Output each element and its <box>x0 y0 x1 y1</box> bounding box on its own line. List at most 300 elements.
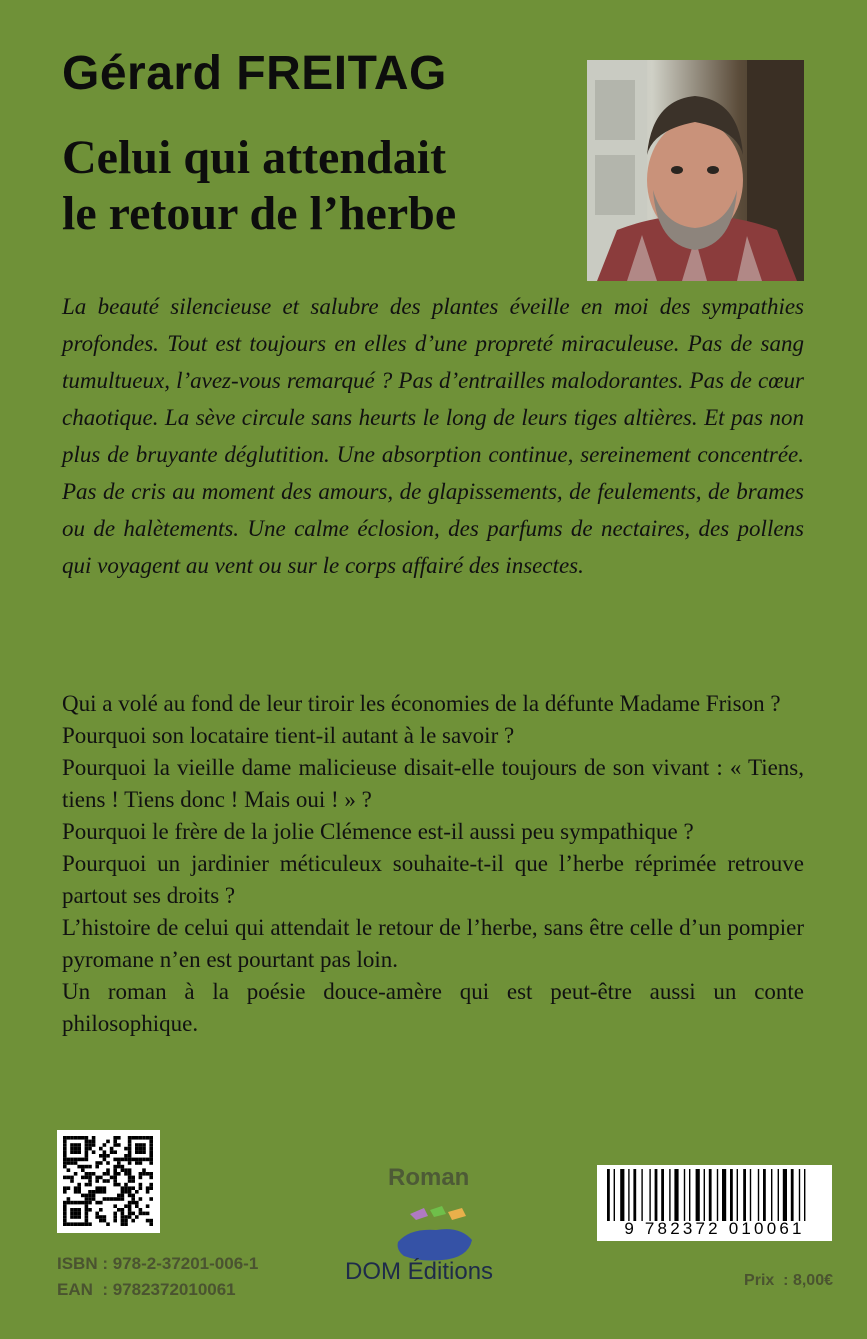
barcode-bar <box>633 1169 636 1221</box>
qr-module <box>103 1158 107 1162</box>
qr-module <box>131 1197 135 1201</box>
barcode-bar <box>791 1169 794 1221</box>
qr-module <box>85 1201 89 1205</box>
qr-module <box>142 1172 146 1176</box>
barcode-bar <box>763 1169 766 1221</box>
qr-module <box>88 1208 92 1212</box>
qr-module <box>135 1143 139 1147</box>
isbn-number: ISBN : 978-2-37201-006-1 <box>57 1254 259 1273</box>
qr-module <box>124 1190 128 1194</box>
qr-module <box>146 1219 150 1223</box>
qr-module <box>67 1222 71 1226</box>
ean-number: EAN : 9782372010061 <box>57 1280 236 1299</box>
qr-module <box>92 1197 96 1201</box>
blurb-paragraph: Pourquoi son locataire tient-il autant à le savoir ? <box>62 723 515 748</box>
qr-module <box>135 1201 139 1205</box>
qr-module <box>142 1136 146 1140</box>
qr-module <box>146 1172 150 1176</box>
qr-module <box>139 1158 143 1162</box>
qr-module <box>139 1147 143 1151</box>
excerpt-quote: La beauté silencieuse et salubre des plantes éveille en moi des sympathies profondes. Tout est toujours en elles d’une propreté miraculeuse. Pas de sang tumultueux, l’avez-vous remarqué ? Pas d’entrailles malodorantes. Pas de cœur chaotique. La sève circule sans heurts le long de leurs tiges altières. Et pas non plus de bruyante déglutition. Une absorption continue, sereinement concentrée. Pas de cris au moment des amours, de glapissements, de feulements, de brames ou de halètements. Une calme éclosion, des parfums de nectaires, des pollens qui voyagent au vent ou sur le corps affairé des insectes. <box>62 294 804 578</box>
qr-module <box>128 1201 132 1205</box>
qr-module <box>113 1219 117 1223</box>
barcode-bar <box>758 1169 759 1221</box>
qr-module <box>149 1176 153 1180</box>
qr-module <box>92 1190 96 1194</box>
qr-module <box>149 1219 153 1223</box>
qr-module <box>63 1222 67 1226</box>
qr-module <box>63 1212 67 1216</box>
qr-module <box>128 1204 132 1208</box>
barcode-bar <box>743 1169 746 1221</box>
qr-module <box>63 1201 67 1205</box>
qr-module <box>67 1168 71 1172</box>
barcode-bar <box>614 1169 615 1221</box>
qr-module <box>139 1186 143 1190</box>
qr-module <box>103 1197 107 1201</box>
qr-module <box>146 1158 150 1162</box>
qr-module <box>139 1143 143 1147</box>
qr-module <box>67 1201 71 1205</box>
qr-module <box>88 1201 92 1205</box>
barcode-bar <box>620 1169 624 1221</box>
barcode-bar <box>689 1169 690 1221</box>
qr-module <box>88 1179 92 1183</box>
qr-module <box>92 1140 96 1144</box>
qr-module <box>135 1136 139 1140</box>
qr-module <box>103 1179 107 1183</box>
qr-module <box>139 1208 143 1212</box>
barcode-bar <box>778 1169 779 1221</box>
qr-module <box>124 1215 128 1219</box>
qr-module <box>63 1215 67 1219</box>
qr-module <box>70 1222 74 1226</box>
qr-module <box>135 1147 139 1151</box>
qr-module <box>88 1176 92 1180</box>
qr-module <box>142 1150 146 1154</box>
author-photo <box>587 60 804 281</box>
qr-module <box>124 1147 128 1151</box>
qr-module <box>117 1194 121 1198</box>
qr-module <box>131 1212 135 1216</box>
qr-module <box>85 1150 89 1154</box>
qr-module <box>77 1150 81 1154</box>
qr-module <box>117 1183 121 1187</box>
qr-module <box>63 1136 67 1140</box>
qr-module <box>128 1143 132 1147</box>
qr-module <box>149 1136 153 1140</box>
qr-module <box>113 1183 117 1187</box>
qr-module <box>85 1208 89 1212</box>
qr-module <box>77 1212 81 1216</box>
qr-module <box>85 1215 89 1219</box>
qr-module <box>128 1176 132 1180</box>
qr-module <box>146 1190 150 1194</box>
qr-module <box>77 1186 81 1190</box>
blurb-paragraph: Qui a volé au fond de leur tiroir les économies de la défunte Madame Frison ? <box>62 691 781 716</box>
qr-module <box>131 1158 135 1162</box>
qr-module <box>149 1140 153 1144</box>
qr-module <box>74 1147 78 1151</box>
barcode-bar <box>696 1169 700 1221</box>
qr-module <box>88 1194 92 1198</box>
qr-module <box>128 1147 132 1151</box>
qr-module <box>67 1136 71 1140</box>
qr-module <box>128 1208 132 1212</box>
qr-module <box>128 1154 132 1158</box>
qr-module <box>70 1179 74 1183</box>
price-label: Prix : 8,00€ <box>744 1272 833 1289</box>
qr-module <box>70 1143 74 1147</box>
qr-module <box>74 1172 78 1176</box>
qr-module <box>128 1179 132 1183</box>
qr-module <box>67 1176 71 1180</box>
qr-module <box>113 1179 117 1183</box>
qr-module <box>70 1208 74 1212</box>
book-title <box>62 130 562 242</box>
qr-module <box>74 1158 78 1162</box>
qr-module <box>139 1183 143 1187</box>
qr-module <box>106 1222 110 1226</box>
qr-module <box>149 1150 153 1154</box>
qr-module <box>110 1197 114 1201</box>
qr-module <box>117 1208 121 1212</box>
qr-module <box>149 1158 153 1162</box>
qr-module <box>103 1172 107 1176</box>
qr-module <box>63 1140 67 1144</box>
qr-module <box>131 1179 135 1183</box>
qr-module <box>74 1215 78 1219</box>
qr-module <box>113 1215 117 1219</box>
back-cover-blurb <box>62 688 804 1040</box>
qr-module <box>121 1165 125 1169</box>
qr-module <box>77 1215 81 1219</box>
qr-module <box>63 1143 67 1147</box>
book-title-line-2: le retour de l’herbe <box>62 187 457 240</box>
qr-module <box>70 1212 74 1216</box>
qr-module <box>88 1147 92 1151</box>
qr-module <box>77 1190 81 1194</box>
qr-module <box>70 1161 74 1165</box>
qr-module <box>106 1140 110 1144</box>
qr-module <box>106 1197 110 1201</box>
qr-module <box>135 1161 139 1165</box>
qr-module <box>88 1140 92 1144</box>
publisher-logo-icon <box>390 1202 480 1264</box>
qr-module <box>95 1176 99 1180</box>
qr-module <box>63 1154 67 1158</box>
qr-module <box>146 1186 150 1190</box>
qr-module <box>117 1143 121 1147</box>
qr-module <box>128 1136 132 1140</box>
qr-module <box>70 1215 74 1219</box>
qr-module <box>74 1186 78 1190</box>
qr-module <box>88 1183 92 1187</box>
qr-module <box>149 1172 153 1176</box>
qr-module <box>128 1140 132 1144</box>
qr-module <box>131 1136 135 1140</box>
qr-module <box>85 1143 89 1147</box>
qr-module <box>63 1176 67 1180</box>
qr-module <box>63 1161 67 1165</box>
barcode-bar <box>684 1169 685 1221</box>
qr-module <box>63 1208 67 1212</box>
qr-module <box>85 1176 89 1180</box>
qr-module <box>124 1168 128 1172</box>
qr-module <box>77 1165 81 1169</box>
qr-module <box>128 1212 132 1216</box>
barcode-bar <box>750 1169 751 1221</box>
qr-module <box>128 1172 132 1176</box>
qr-module <box>146 1204 150 1208</box>
qr-module <box>124 1186 128 1190</box>
qr-module <box>117 1158 121 1162</box>
qr-module <box>77 1208 81 1212</box>
qr-module <box>113 1168 117 1172</box>
blurb-paragraph: L’histoire de celui qui attendait le retour de l’herbe, sans être celle d’un pompier pyromane n’en est pourtant pas loin. <box>62 915 804 972</box>
barcode-bar <box>771 1169 772 1221</box>
qr-module <box>92 1143 96 1147</box>
qr-module <box>63 1219 67 1223</box>
barcode-bar <box>674 1169 678 1221</box>
qr-module <box>113 1176 117 1180</box>
qr-module <box>81 1165 85 1169</box>
qr-module <box>67 1161 71 1165</box>
qr-module <box>99 1208 103 1212</box>
qr-module <box>131 1219 135 1223</box>
qr-module <box>88 1222 92 1226</box>
barcode-bar <box>709 1169 712 1221</box>
qr-module <box>63 1158 67 1162</box>
qr-module <box>74 1161 78 1165</box>
qr-module <box>88 1172 92 1176</box>
qr-module <box>70 1150 74 1154</box>
qr-module <box>128 1190 132 1194</box>
qr-module <box>117 1197 121 1201</box>
qr-module <box>74 1212 78 1216</box>
qr-module <box>106 1172 110 1176</box>
qr-module <box>113 1204 117 1208</box>
qr-module <box>124 1158 128 1162</box>
qr-module <box>106 1179 110 1183</box>
qr-module <box>110 1176 114 1180</box>
qr-module <box>121 1208 125 1212</box>
qr-module <box>139 1197 143 1201</box>
qr-module <box>95 1212 99 1216</box>
qr-module <box>99 1186 103 1190</box>
qr-module <box>95 1215 99 1219</box>
qr-module <box>124 1222 128 1226</box>
qr-module <box>85 1183 89 1187</box>
qr-module <box>92 1172 96 1176</box>
barcode-bar <box>717 1169 718 1221</box>
qr-module <box>67 1186 71 1190</box>
qr-module <box>142 1158 146 1162</box>
qr-module <box>121 1222 125 1226</box>
qr-module <box>88 1143 92 1147</box>
qr-module <box>88 1165 92 1169</box>
qr-module <box>99 1190 103 1194</box>
qr-module <box>74 1150 78 1154</box>
qr-module <box>77 1201 81 1205</box>
qr-module <box>113 1136 117 1140</box>
qr-module <box>81 1168 85 1172</box>
qr-module <box>95 1179 99 1183</box>
qr-module <box>135 1158 139 1162</box>
barcode-bar <box>661 1169 664 1221</box>
qr-module <box>113 1140 117 1144</box>
qr-module <box>92 1150 96 1154</box>
qr-module <box>67 1197 71 1201</box>
qr-module <box>110 1150 114 1154</box>
qr-module <box>135 1150 139 1154</box>
qr-module <box>103 1190 107 1194</box>
qr-module <box>77 1183 81 1187</box>
qr-module <box>99 1176 103 1180</box>
qr-module <box>117 1161 121 1165</box>
qr-module <box>85 1219 89 1223</box>
qr-module <box>149 1183 153 1187</box>
qr-code <box>57 1130 160 1233</box>
barcode-bar <box>722 1169 726 1221</box>
qr-module <box>85 1204 89 1208</box>
blurb-paragraph: Pourquoi le frère de la jolie Clémence est-il aussi peu sympathique ? <box>62 819 694 844</box>
qr-module <box>149 1154 153 1158</box>
qr-module <box>81 1158 85 1162</box>
barcode-bar <box>783 1169 787 1221</box>
barcode-bar <box>704 1169 705 1221</box>
qr-module <box>95 1201 99 1205</box>
barcode-bar <box>804 1169 805 1221</box>
barcode-bar <box>737 1169 738 1221</box>
qr-module <box>85 1222 89 1226</box>
qr-module <box>124 1154 128 1158</box>
qr-module <box>113 1150 117 1154</box>
barcode-bar <box>730 1169 733 1221</box>
qr-module <box>70 1176 74 1180</box>
barcode-bar <box>628 1169 629 1221</box>
blurb-paragraph: Pourquoi la vieille dame malicieuse disait-elle toujours de son vivant : « Tiens, tiens ! Tiens donc ! Mais oui ! » ? <box>62 755 804 812</box>
book-title-line-1: Celui qui attendait <box>62 131 447 184</box>
qr-module <box>103 1186 107 1190</box>
qr-module <box>139 1150 143 1154</box>
qr-module <box>85 1136 89 1140</box>
qr-module <box>70 1147 74 1151</box>
qr-module <box>99 1219 103 1223</box>
qr-module <box>128 1168 132 1172</box>
qr-module <box>117 1172 121 1176</box>
genre-label: Roman <box>388 1164 470 1191</box>
qr-module <box>113 1158 117 1162</box>
qr-module <box>74 1222 78 1226</box>
qr-module <box>124 1219 128 1223</box>
isbn-block <box>57 1251 258 1303</box>
qr-module <box>74 1143 78 1147</box>
qr-module <box>139 1172 143 1176</box>
barcode-bar <box>649 1169 650 1221</box>
author-portrait-illustration <box>587 60 804 281</box>
qr-module <box>121 1215 125 1219</box>
qr-module <box>142 1147 146 1151</box>
qr-module <box>70 1158 74 1162</box>
blurb-paragraph: Pourquoi un jardinier méticuleux souhaite-t-il que l’herbe réprimée retrouve partout ses droits ? <box>62 851 804 908</box>
qr-module <box>131 1201 135 1205</box>
qr-module <box>81 1222 85 1226</box>
qr-module <box>135 1190 139 1194</box>
qr-module <box>149 1186 153 1190</box>
qr-module <box>113 1212 117 1216</box>
qr-module <box>149 1161 153 1165</box>
qr-module <box>99 1201 103 1205</box>
qr-module <box>85 1197 89 1201</box>
barcode-bar <box>641 1169 642 1221</box>
qr-module <box>139 1212 143 1216</box>
qr-module <box>121 1190 125 1194</box>
qr-module <box>99 1215 103 1219</box>
qr-module <box>124 1172 128 1176</box>
qr-module <box>128 1194 132 1198</box>
qr-module <box>95 1165 99 1169</box>
qr-module <box>92 1194 96 1198</box>
qr-module <box>74 1201 78 1205</box>
qr-module <box>113 1143 117 1147</box>
qr-module <box>124 1204 128 1208</box>
qr-module <box>149 1143 153 1147</box>
barcode-bar <box>607 1169 610 1221</box>
qr-module <box>113 1172 117 1176</box>
qr-module <box>77 1136 81 1140</box>
qr-module <box>135 1204 139 1208</box>
qr-module <box>121 1186 125 1190</box>
qr-module <box>77 1147 81 1151</box>
qr-module <box>85 1147 89 1151</box>
qr-module <box>146 1136 150 1140</box>
qr-module <box>77 1158 81 1162</box>
qr-module <box>139 1176 143 1180</box>
qr-module <box>142 1143 146 1147</box>
qr-module <box>103 1143 107 1147</box>
qr-module <box>149 1197 153 1201</box>
qr-module <box>103 1219 107 1223</box>
qr-module <box>103 1154 107 1158</box>
qr-module <box>85 1165 89 1169</box>
qr-module <box>124 1183 128 1187</box>
qr-module <box>95 1190 99 1194</box>
qr-module <box>63 1190 67 1194</box>
qr-module <box>70 1201 74 1205</box>
qr-module <box>121 1219 125 1223</box>
qr-module <box>117 1136 121 1140</box>
qr-module <box>103 1215 107 1219</box>
qr-module <box>121 1168 125 1172</box>
qr-module <box>63 1186 67 1190</box>
qr-module <box>88 1197 92 1201</box>
qr-module <box>103 1150 107 1154</box>
qr-module <box>128 1161 132 1165</box>
qr-module <box>149 1222 153 1226</box>
qr-module <box>131 1186 135 1190</box>
qr-module <box>67 1158 71 1162</box>
qr-module <box>142 1168 146 1172</box>
qr-module <box>88 1190 92 1194</box>
publisher-logo <box>390 1202 480 1264</box>
qr-module <box>63 1204 67 1208</box>
qr-module <box>149 1147 153 1151</box>
qr-module <box>81 1194 85 1198</box>
qr-module <box>70 1136 74 1140</box>
publisher-name: DOM Éditions <box>345 1258 494 1285</box>
qr-module <box>74 1190 78 1194</box>
